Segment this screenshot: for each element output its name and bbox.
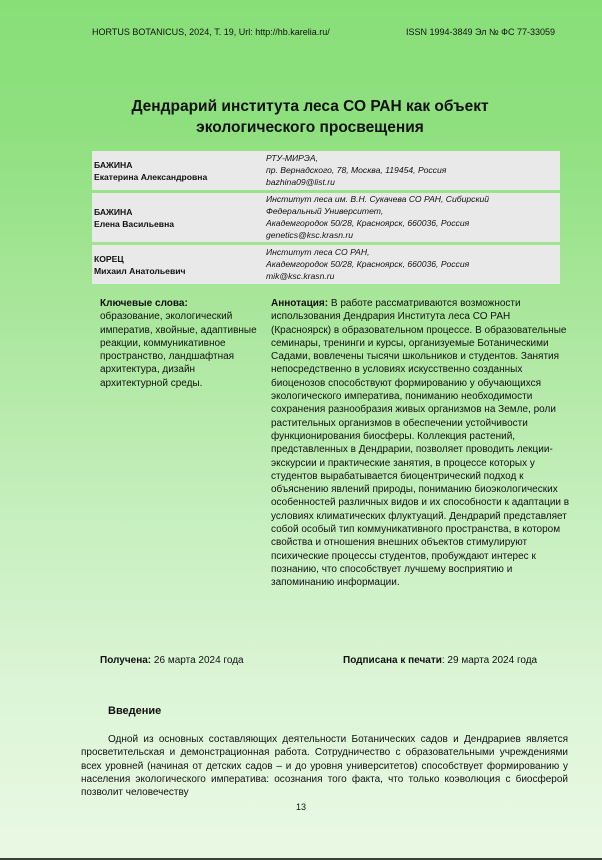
affiliation-line: Федеральный Университет, xyxy=(266,206,384,216)
author-given-name: Екатерина Александровна xyxy=(94,171,208,182)
abstract-label: Аннотация: xyxy=(271,298,329,309)
affiliation-line: РТУ-МИРЭА, xyxy=(266,153,318,163)
author-row xyxy=(92,193,560,242)
affiliation-line: Академгородок 50/28, Красноярск, 660036, Россия xyxy=(266,259,470,269)
author-email[interactable]: mik@ksc.krasn.ru xyxy=(266,271,335,281)
author-name xyxy=(92,206,266,230)
affiliation-line: Академгородок 50/28, Красноярск, 660036, Россия xyxy=(266,218,470,228)
keywords-label: Ключевые слова: xyxy=(100,298,188,309)
keywords-block xyxy=(100,297,260,390)
author-row xyxy=(92,151,560,190)
author-email[interactable]: bazhina09@list.ru xyxy=(266,177,335,187)
keywords-text: образование, экологический императив, хвойные, адаптивные реакции, коммуникативное пространство, ландшафтная архитектура, дизайн архитектурной среды. xyxy=(100,311,257,389)
signed-label: Подписана к печати xyxy=(343,655,442,666)
author-name xyxy=(92,159,266,183)
article-title xyxy=(80,96,540,138)
affiliation-line: Институт леса СО РАН, xyxy=(266,247,370,257)
signed-date xyxy=(343,655,537,666)
author-email[interactable]: genetics@ksc.krasn.ru xyxy=(266,230,354,240)
author-surname: БАЖИНА xyxy=(94,159,133,170)
author-surname: БАЖИНА xyxy=(94,206,133,217)
intro-heading: Введение xyxy=(108,705,162,717)
author-given-name: Елена Васильевна xyxy=(94,218,175,229)
author-affiliation xyxy=(266,191,560,244)
affiliation-line: Институт леса им. В.Н. Сукачева СО РАН, Сибирский xyxy=(266,194,490,204)
received-value: 26 марта 2024 года xyxy=(151,655,244,666)
journal-citation: HORTUS BOTANICUS, 2024, Т. 19, Url: http://hb.karelia.ru/ xyxy=(92,27,330,37)
abstract-text: В работе рассматриваются возможности использования Дендрария Института леса СО РАН (Красноярск) в образовательном процессе. В образовательные семинары, тренинги и курсы, организуемые Ботаническими Садами, вовлечены тысячи школьников и студентов. Занятия непосредственно в условиях искусственно созданных биоценозов способствуют формированию у обучающихся экологического императива, пониманию необходимости сохранения разнообразия живых организмов на Земле, роли растительных организмов в обеспечении устойчивости функционирования биосферы. Коллекция растений, представленных в Дендрарии, позволяет проводить лекции-экскурсии и практические занятия, в процессе которых у студентов вырабатывается биоцентрический подход к объяснению явлений природы, пониманию биоэкологических особенностей различных видов и их способности к адаптации в условиях климатических флуктуаций. Дендрарий представляет собой особый тип коммуникативного пространства, в котором свойства и отношения внешних объектов стимулируют психические процессы студентов, пробуждают интерес к познанию, что способствует лучшему восприятию и запоминанию информации. xyxy=(271,298,570,589)
author-surname: КОРЕЦ xyxy=(94,253,124,264)
author-given-name: Михаил Анатольевич xyxy=(94,265,186,276)
issn: ISSN 1994-3849 Эл № ФС 77-33059 xyxy=(406,27,556,37)
signed-value: : 29 марта 2024 года xyxy=(441,655,538,666)
received-label: Получена: xyxy=(100,655,152,666)
intro-paragraph: Одной из основных составляющих деятельности Ботанических садов и Дендрариев является просветительская и демонстрационная работа. Сотрудничество с образовательными учреждениями всех уровней (начиная от детских садов – и до уровня университетов) способствует формированию у населения экологического императива: осознания того факта, что только коэволюция с биосферой позволит человечеству xyxy=(81,734,568,799)
authors-table xyxy=(92,151,560,287)
affiliation-line: пр. Вернадского, 78, Москва, 119454, Россия xyxy=(266,165,447,175)
page-number: 13 xyxy=(295,802,306,812)
author-affiliation xyxy=(266,244,560,285)
title-line-2: экологического просвещения xyxy=(196,119,424,136)
author-name xyxy=(92,253,266,277)
author-row xyxy=(92,245,560,284)
abstract-block xyxy=(271,297,571,590)
author-affiliation xyxy=(266,150,560,191)
received-date xyxy=(100,655,244,666)
title-line-1: Дендрарий института леса СО РАН как объект xyxy=(131,98,489,115)
